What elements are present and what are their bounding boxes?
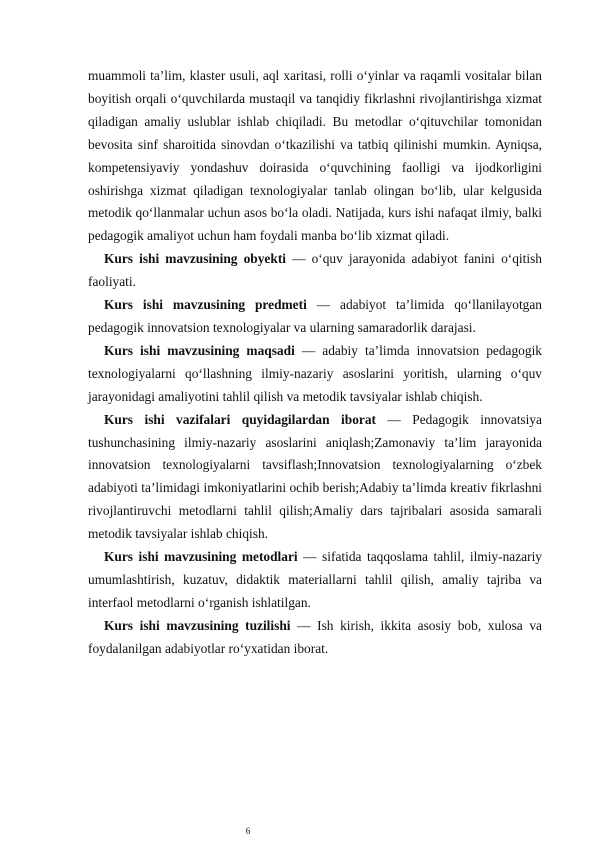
paragraph-intro — [88, 65, 542, 248]
paragraph-heading: Kurs ishi mavzusining maqsadi — [104, 342, 295, 358]
paragraph-goal — [88, 340, 542, 409]
paragraph-heading: Kurs ishi mavzusining predmeti — [104, 297, 307, 313]
paragraph-text: — Ish kirish, ikkita asosiy bob, xulosa va foydalanilgan adabiyotlar ro‘yxatidan iborat. — [88, 617, 542, 656]
paragraph-tasks — [88, 409, 542, 546]
paragraph-methods — [88, 546, 542, 615]
paragraph-text: muammoli ta’lim, klaster usuli, aql xaritasi, rolli o‘yinlar va raqamli vositalar bilan boyitish orqali o‘quvchilarda mustaqil va tanqidiy fikrlashni rivojlantirishga xizmat qiladigan amaliy uslublar ishlab chiqiladi. Bu metodlar o‘qituvchilar tomonidan bevosita sinf sharoitida sinovdan o‘tkazilishi va tatbiq qilinishi mumkin. Ayniqsa, kompetensiyaviy yondashuv doirasida o‘quvchining faolligi va ijodkorligini oshirishga xizmat qiladigan texnologiyalar tanlab olingan bo‘lib, ular kelgusida metodik qo‘llanmalar uchun asos bo‘la oladi. Natijada, kurs ishi nafaqat ilmiy, balki pedagogik amaliyot uchun ham foydali manba bo‘lib xizmat qiladi. — [88, 68, 542, 244]
paragraph-text: — adabiy ta’limda innovatsion pedagogik texnologiyalarni qo‘llashning ilmiy-nazariy asoslarini yoritish, ularning o‘quv jarayonidagi amaliyotini tahlil qilish va metodik tavsiyalar ishlab chiqish. — [88, 342, 542, 404]
paragraph-heading: Kurs ishi mavzusining tuzilishi — [104, 617, 291, 633]
paragraph-heading: Kurs ishi mavzusining metodlari — [104, 549, 298, 565]
paragraph-text: — sifatida taqqoslama tahlil, ilmiy-nazariy umumlashtirish, kuzatuv, didaktik materiallarni tahlil qilish, amaliy tajriba va interfaol metodlarni o‘rganish ishlatilgan. — [88, 549, 542, 610]
paragraph-text: — adabiyot ta’limida qo‘llanilayotgan pedagogik innovatsion texnologiyalar va ularning samaradorlik darajasi. — [88, 297, 542, 335]
paragraph-text: — Pedagogik innovatsiya tushunchasining ilmiy-nazariy asoslarini aniqlash;Zamonaviy ta’lim jarayonida innovatsion texnologiyalarni tavsiflash;Innovatsion texnologiyalarning o‘zbek adabiyoti ta’limidagi imkoniyatlarini ochib berish;Adabiy ta’limda kreativ fikrlashni rivojlantiruvchi metodlarni tahlil qilish;Amaliy dars tajribalari asosida samarali metodik tavsiyalar ishlab chiqish. — [88, 411, 542, 542]
paragraph-structure — [88, 615, 542, 661]
document-body — [88, 65, 542, 661]
paragraph-object — [88, 248, 542, 294]
paragraph-heading: Kurs ishi mavzusining obyekti — [104, 251, 286, 267]
page-number: 6 — [245, 826, 251, 836]
paragraph-subject — [88, 294, 542, 340]
paragraph-heading: Kurs ishi vazifalari quyidagilardan iborat — [104, 411, 376, 427]
paragraph-text: — o‘quv jarayonida adabiyot fanini o‘qitish faoliyati. — [88, 251, 542, 290]
